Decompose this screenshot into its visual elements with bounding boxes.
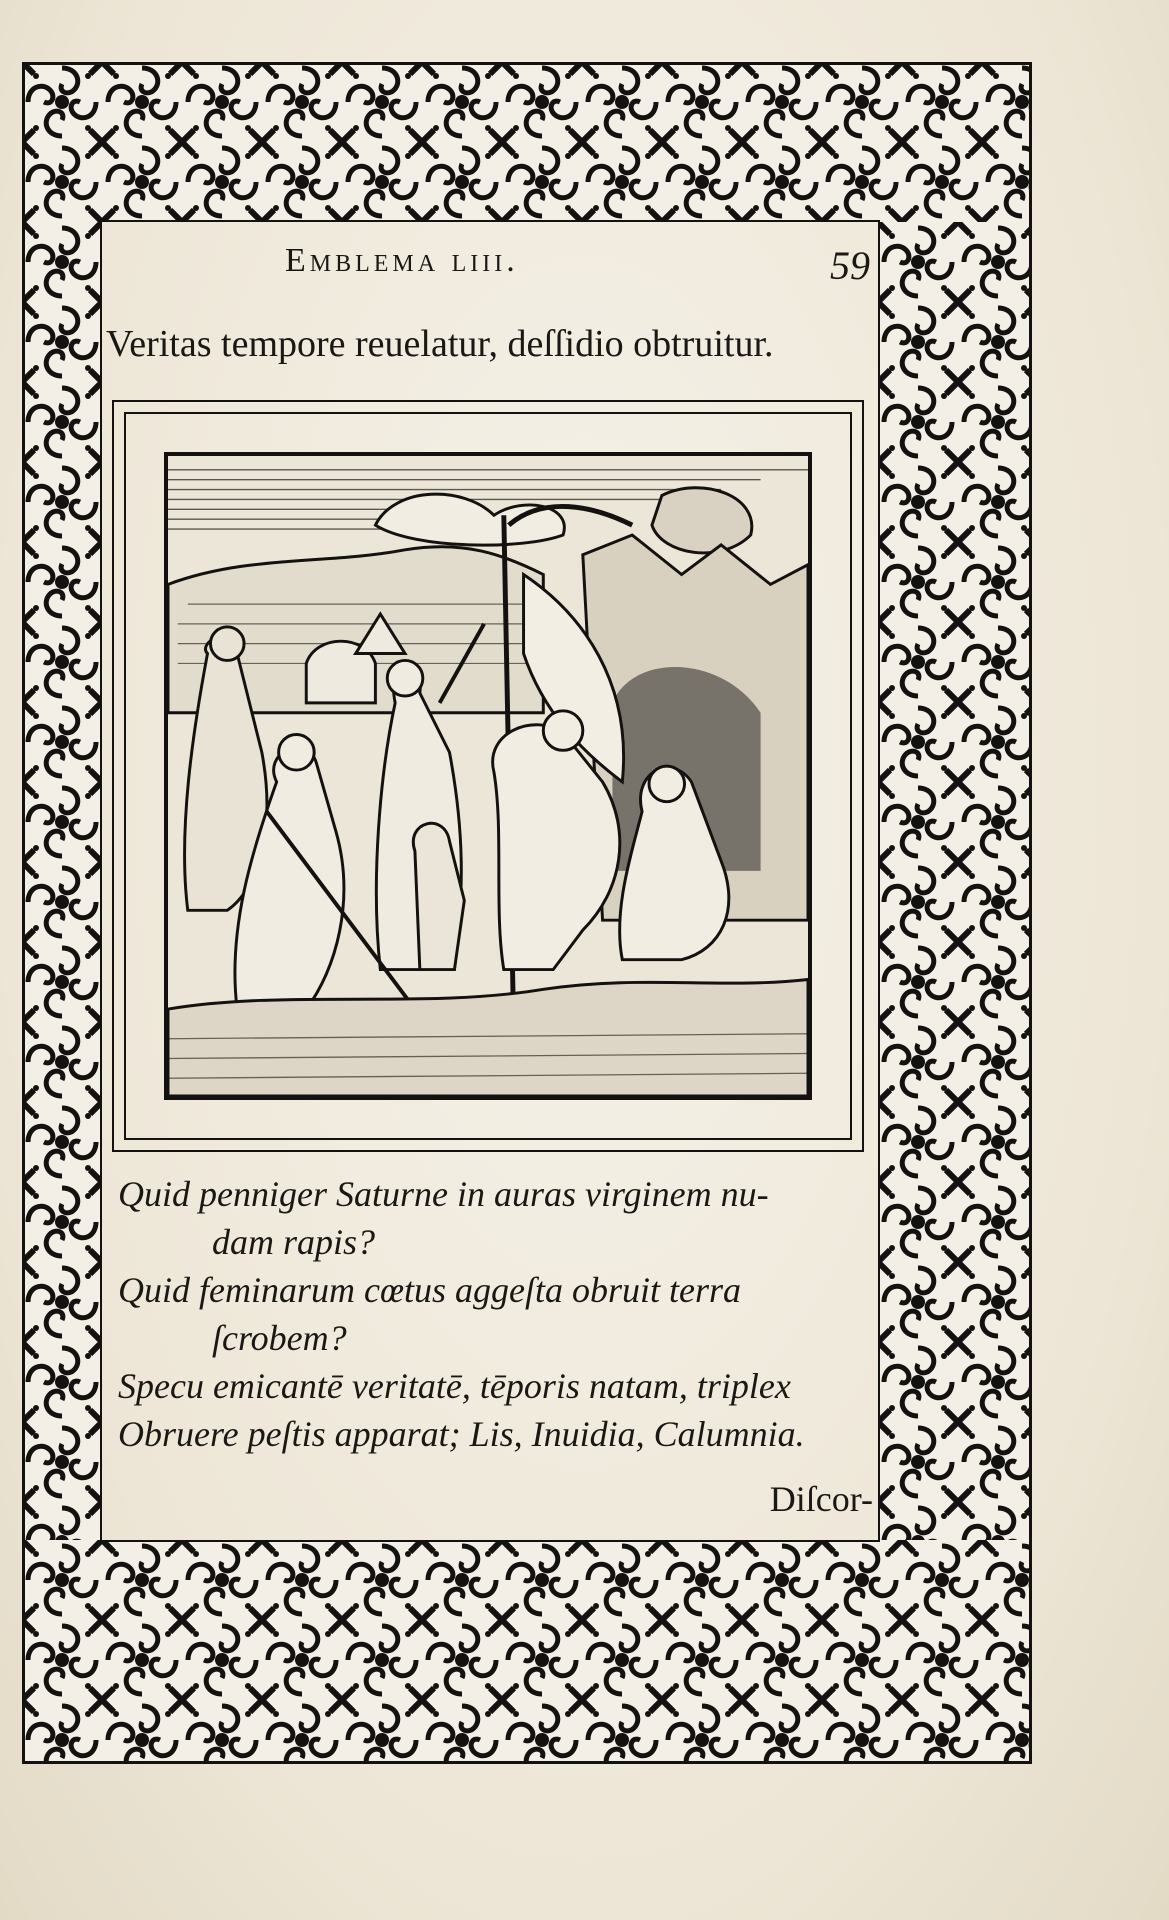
verse-line-4: ſcrobem? [212,1318,347,1358]
verse-line-3: Quid feminarum cœtus aggeſta obruit terra [118,1270,741,1310]
emblem-motto: Veritas tempore reuelatur, deſſidio obtruitur. [106,323,774,365]
woodcut-illustration [164,452,812,1100]
verse-line-5: Specu emicantē veritatē, tēporis natam, triplex [118,1366,791,1406]
verse-line-6: Obruere peſtis apparat; Lis, Inuidia, Calumnia. [118,1414,805,1454]
page-number: 59 [830,243,870,288]
catchword: Diſcor- [769,1479,873,1519]
verse-line-2: dam rapis? [212,1222,376,1262]
verse-line-1: Quid penniger Saturne in auras virginem nu- [118,1174,769,1214]
emblem-heading: Emblema liii. [285,242,519,279]
